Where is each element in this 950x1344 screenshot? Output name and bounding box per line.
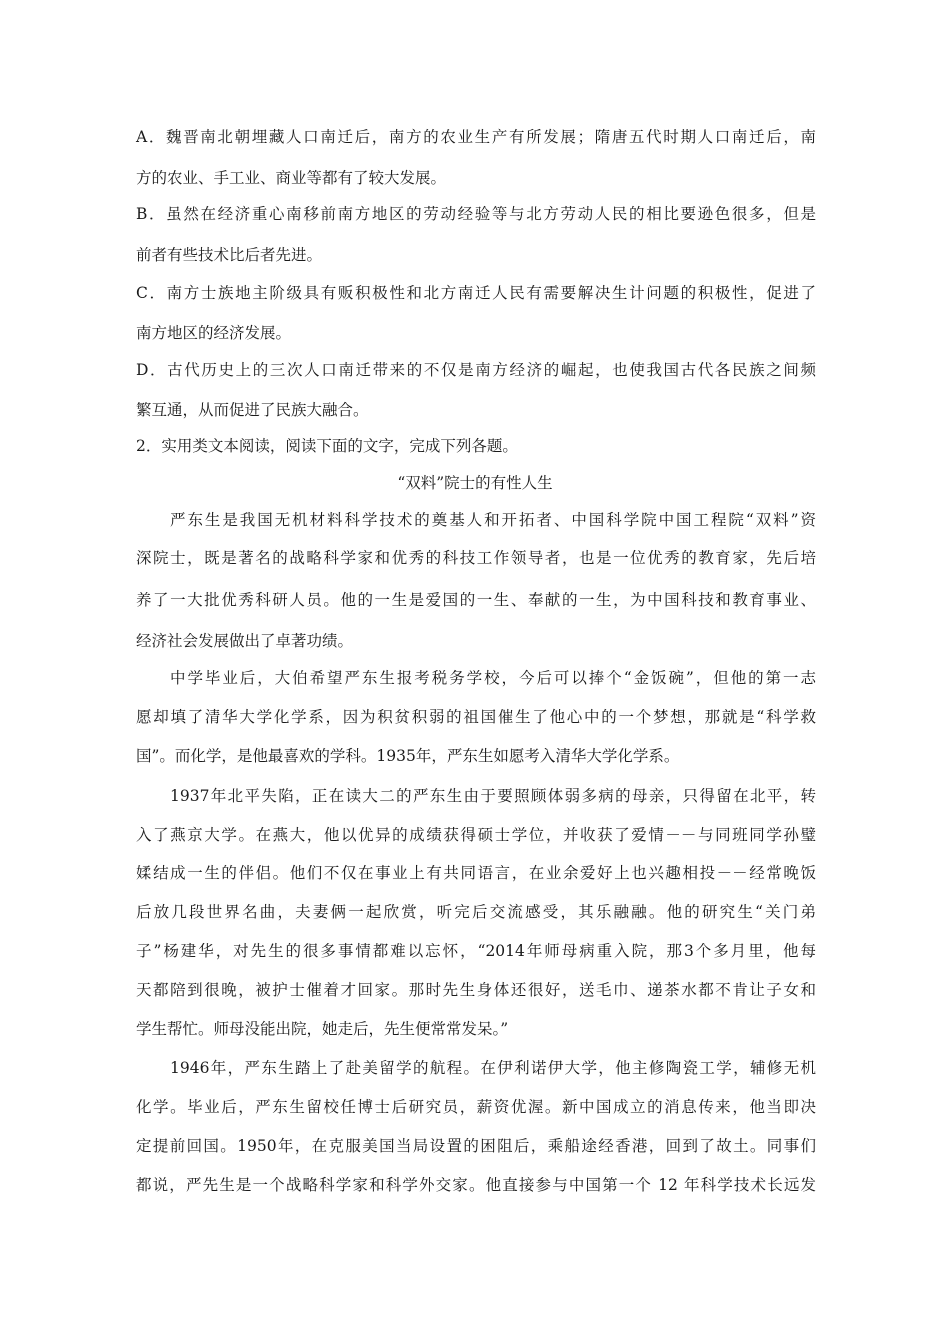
option-a-line-1: A．魏晋南北朝埋藏人口南迁后，南方的农业生产有所发展；隋唐五代时期人口南迁后，南 <box>136 128 816 146</box>
article-para-3-line-5: 子”杨建华，对先生的很多事情都难以忘怀，“2014年师母病重入院，那3个多月里，他每 <box>136 942 816 960</box>
article-para-2-line-1: 中学毕业后，大伯希望严东生报考税务学校，今后可以捧个“金饭碗”，但他的第一志 <box>170 669 816 687</box>
article-para-1-line-3: 养了一大批优秀科研人员。他的一生是爱国的一生、奉献的一生，为中国科技和教育事业、 <box>136 591 816 609</box>
article-para-2-line-3: 国”。而化学，是他最喜欢的学科。1935年，严东生如愿考入清华大学化学系。 <box>136 747 680 765</box>
article-para-1-line-4: 经济社会发展做出了卓著功绩。 <box>136 632 354 650</box>
article-para-4-line-2: 化学。毕业后，严东生留校任博士后研究员，薪资优渥。新中国成立的消息传来，他当即决 <box>136 1098 816 1116</box>
option-b-line-2: 前者有些技术比后者先进。 <box>136 246 323 264</box>
article-para-1-line-1: 严东生是我国无机材料科学技术的奠基人和开拓者、中国科学院中国工程院“双料”资 <box>170 511 816 529</box>
article-para-3-line-2: 入了燕京大学。在燕大，他以优异的成绩获得硕士学位，并收获了爱情－－与同班同学孙璧 <box>136 826 816 844</box>
option-a-line-2: 方的农业、手工业、商业等都有了较大发展。 <box>136 169 447 187</box>
article-para-3-line-4: 后放几段世界名曲，夫妻俩一起欣赏，听完后交流感受，其乐融融。他的研究生“关门弟 <box>136 903 816 921</box>
option-d-line-1: D．古代历史上的三次人口南迁带来的不仅是南方经济的崛起，也使我国古代各民族之间频 <box>136 361 816 379</box>
article-para-1-line-2: 深院士，既是著名的战略科学家和优秀的科技工作领导者，也是一位优秀的教育家，先后培 <box>136 549 816 567</box>
article-para-4-line-3: 定提前回国。1950年，在克服美国当局设置的困阻后，乘船途经香港，回到了故土。同事们 <box>136 1137 816 1155</box>
question-2-prompt: 2．实用类文本阅读，阅读下面的文字，完成下列各题。 <box>136 437 518 455</box>
option-c-line-1: C．南方士族地主阶级具有贩积极性和北方南迁人民有需要解决生计问题的积极性，促进了 <box>136 284 816 302</box>
option-c-line-2: 南方地区的经济发展。 <box>136 324 292 342</box>
article-para-2-line-2: 愿却填了清华大学化学系，因为积贫积弱的祖国催生了他心中的一个梦想，那就是“科学救 <box>136 708 816 726</box>
article-para-3-line-1: 1937年北平失陷，正在读大二的严东生由于要照顾体弱多病的母亲，只得留在北平，转 <box>170 787 816 805</box>
article-para-3-line-7: 学生帮忙。师母没能出院，她走后，先生便常常发呆。” <box>136 1020 509 1038</box>
article-para-3-line-6: 天都陪到很晚，被护士催着才回家。那时先生身体还很好，送毛巾、递茶水都不肯让子女和 <box>136 981 816 999</box>
article-title: “双料”院士的有性人生 <box>397 474 553 492</box>
article-para-4-line-4: 都说，严先生是一个战略科学家和科学外交家。他直接参与中国第一个 12 年科学技术长远发 <box>136 1176 816 1194</box>
option-d-line-2: 繁互通，从而促进了民族大融合。 <box>136 401 369 419</box>
article-para-4-line-1: 1946年，严东生踏上了赴美留学的航程。在伊利诺伊大学，他主修陶瓷工学，辅修无机 <box>170 1059 816 1077</box>
option-b-line-1: B．虽然在经济重心南移前南方地区的劳动经验等与北方劳动人民的相比要逊色很多，但是 <box>136 205 816 223</box>
article-para-3-line-3: 媃结成一生的伴侣。他们不仅在事业上有共同语言，在业余爱好上也兴趣相投－－经常晚饭 <box>136 864 816 882</box>
